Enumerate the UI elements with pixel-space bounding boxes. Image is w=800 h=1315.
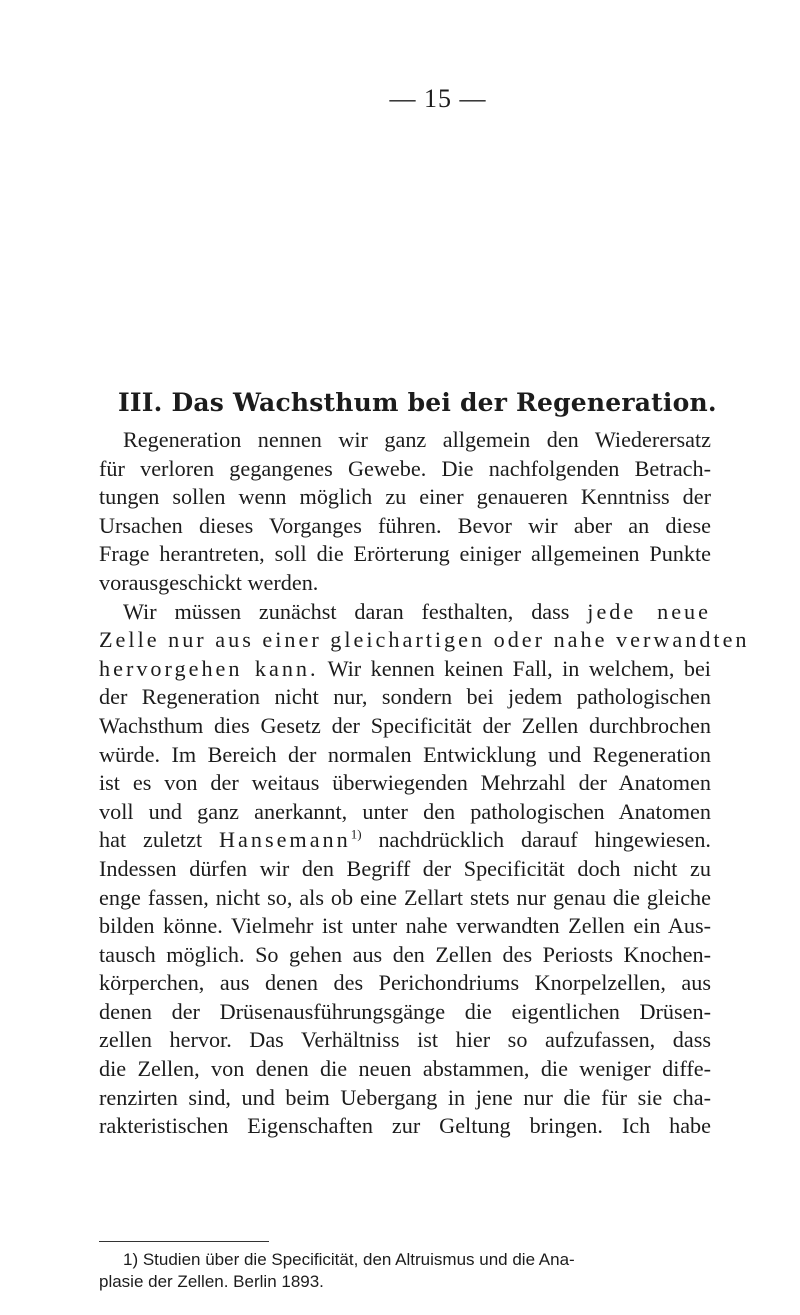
text-line: die Zellen, von denen die neuen abstammen, die weniger diffe-: [99, 1056, 711, 1082]
text-line: rakteristischen Eigenschaften zur Geltung bringen. Ich habe: [99, 1113, 711, 1139]
text-line: [99, 655, 711, 684]
text-segment: nachdrücklich darauf hingewiesen.: [378, 827, 711, 853]
text-line: Frage herantreten, soll die Erörterung einiger allgemeinen Punkte: [99, 541, 711, 567]
text-line: vorausgeschickt werden.: [99, 569, 319, 595]
text-line: für verloren gegangenes Gewebe. Die nachfolgenden Betrach-: [99, 455, 711, 481]
author-name: Hansemann: [218, 827, 351, 853]
footnote-divider: [99, 1241, 269, 1242]
page-number: — 15 —: [389, 84, 487, 113]
text-line: [99, 826, 711, 855]
text-line: zellen hervor. Das Verhältniss ist hier so aufzufassen, dass: [99, 1027, 711, 1053]
footnote-line: plasie der Zellen. Berlin 1893.: [99, 1272, 324, 1291]
text-line: würde. Im Bereich der normalen Entwicklung und Regeneration: [99, 741, 711, 767]
text-line: enge fassen, nicht so, als ob eine Zellart stets nur genau die gleiche: [99, 884, 711, 910]
text-line: Indessen dürfen wir den Begriff der Specificität doch nicht zu: [99, 855, 711, 881]
body-text: [99, 426, 750, 1141]
text-line: ist es von der weitaus überwiegenden Mehrzahl der Anatomen: [99, 770, 711, 796]
text-line: renzirten sind, und beim Uebergang in jene nur die für sie cha-: [99, 1084, 711, 1110]
text-line: bilden könne. Vielmehr ist unter nahe verwandten Zellen ein Aus-: [99, 913, 711, 939]
text-line: Regeneration nennen wir ganz allgemein den Wiederersatz: [123, 427, 711, 452]
text-segment: Wir müssen zunächst daran festhalten, dass: [123, 598, 570, 624]
text-segment: Wir kennen keinen Fall, in welchem, bei: [327, 655, 711, 681]
text-line: Wachsthum dies Gesetz der Specificität der Zellen durchbrochen: [99, 712, 711, 738]
emphasized-text: jede neue: [587, 598, 712, 624]
section-heading: III. Das Wachsthum bei der Regeneration.: [118, 388, 717, 417]
text-line: denen der Drüsenausführungsgänge die eigentlichen Drüsen-: [99, 998, 711, 1024]
text-line: tungen sollen wenn möglich zu einer genaueren Kenntniss der: [99, 484, 711, 510]
text-line: tausch möglich. So gehen aus den Zellen des Periosts Knochen-: [99, 941, 711, 967]
footnote-line: 1) Studien über die Specificität, den Altruismus und die Ana-: [123, 1250, 575, 1269]
emphasized-line: Zelle nur aus einer gleichartigen oder nahe verwandten: [99, 627, 750, 653]
emphasized-text: hervorgehen kann.: [99, 655, 319, 681]
footnotes: [99, 1249, 711, 1293]
text-line: [99, 598, 711, 627]
footnote-ref: 1): [350, 826, 362, 842]
text-line: der Regeneration nicht nur, sondern bei jedem pathologischen: [99, 684, 711, 710]
text-line: körperchen, aus denen des Perichondriums Knorpelzellen, aus: [99, 970, 711, 996]
text-segment: hat zuletzt: [99, 827, 203, 853]
text-line: Ursachen dieses Vorganges führen. Bevor wir aber an diese: [99, 512, 711, 538]
text-line: voll und ganz anerkannt, unter den pathologischen Anatomen: [99, 798, 711, 824]
